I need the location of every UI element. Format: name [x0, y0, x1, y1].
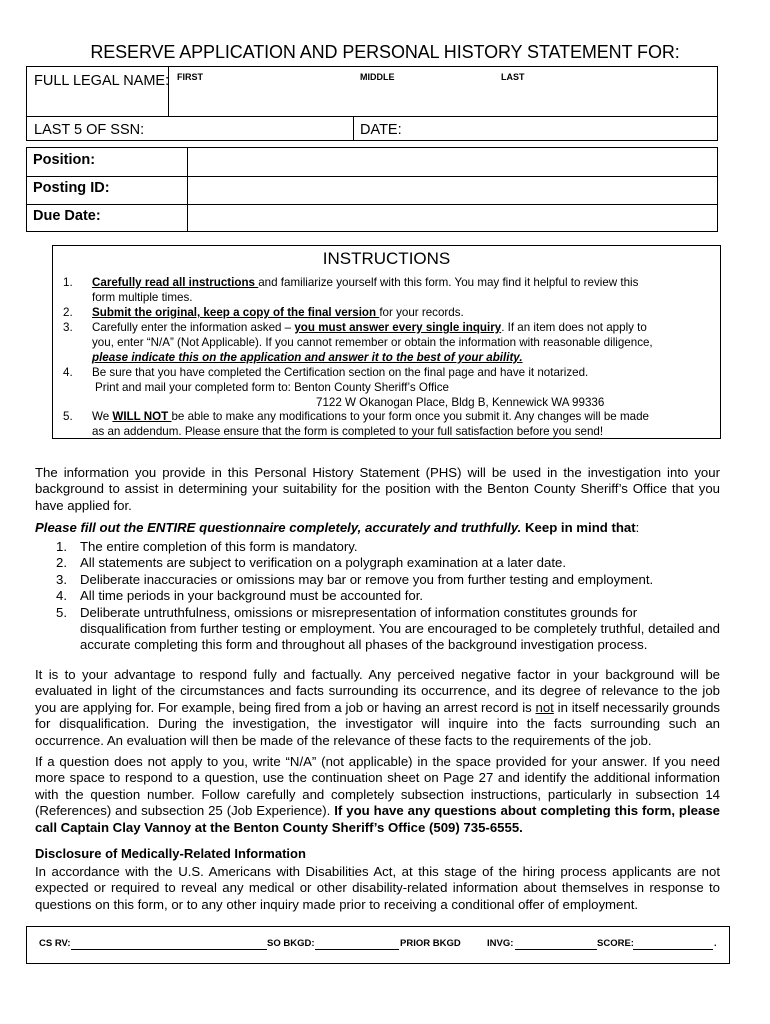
intro-paragraph: The information you provide in this Personal History Statement (PHS) will be used in the investigation into your background to assist in determining your suitability for the position with the Benton County Sheriff’s Office that you have applied for.: [35, 465, 720, 513]
ssn-label: LAST 5 OF SSN:: [34, 122, 145, 138]
position-block: [26, 147, 718, 232]
instruction-item-3: 3. Carefully enter the information asked – you must answer every single inquiry. If an item does not apply to you, enter “N/A” (Not Applicable). If you cannot remember or obtain the information with reasonable diligence, please indicate this on the application and answer it to the best of your ability.: [63, 321, 653, 364]
ssn-input[interactable]: [139, 119, 349, 139]
due-date-input[interactable]: [189, 205, 716, 230]
invg-field[interactable]: [515, 949, 597, 950]
date-input[interactable]: [405, 119, 713, 139]
ssn-divider-vertical: [353, 116, 354, 141]
position-input[interactable]: [189, 149, 716, 175]
cs-rv-label: CS RV:: [39, 938, 71, 949]
cs-rv-field[interactable]: [71, 949, 267, 950]
so-bkgd-field[interactable]: [315, 949, 399, 950]
instruction-item-2: 2. Submit the original, keep a copy of the final version for your records.: [63, 306, 464, 319]
posting-id-input[interactable]: [189, 177, 716, 203]
score-field[interactable]: [633, 949, 713, 950]
instruction-number: 5.: [63, 410, 73, 423]
list-item: 2. All statements are subject to verification on a polygraph examination at a later date.: [56, 555, 567, 571]
disclosure-paragraph: In accordance with the U.S. Americans with Disabilities Act, at this stage of the hiring process applicants are not expected or required to reveal any medical or other disability-related information about themselves in response to questions on this form, or to any other inquiry made prior to receiving a conditional offer of employment.: [35, 864, 720, 912]
score-label: SCORE:: [597, 938, 634, 949]
position-label: Position:: [33, 152, 96, 168]
office-use-box: [26, 926, 730, 964]
instruction-number: 1.: [63, 276, 73, 289]
advantage-paragraph: It is to your advantage to respond fully and factually. Any perceived negative factor in your background will be evaluated in light of the circumstances and facts surrounding its occurrence, and its degree of relevance to the job you are applying for. For example, being fired from a job or having an arrest record is not in itself necessarily grounds for disqualification. During the investigation, the investigator will inquire into the facts surrounding such an occurrence. An evaluation will then be made of the relevance of these facts to the requirements of the job.: [35, 667, 720, 748]
position-divider-vertical: [187, 148, 188, 231]
list-item: 3. Deliberate inaccuracies or omissions may bar or remove you from further testing and employment.: [56, 571, 654, 587]
list-item: 1. The entire completion of this form is mandatory.: [56, 539, 358, 554]
instruction-number: 3.: [63, 321, 73, 334]
instructions-heading: INSTRUCTIONS: [322, 249, 451, 268]
requirements-list: [56, 539, 720, 654]
na-paragraph: If a question does not apply to you, write “N/A” (not applicable) in the space provided for your answer. If you need more space to respond to a question, use the continuation sheet on Page 27 and identify the additional information with the question number. Follow carefully and completely subsection instructions, particularly in subsection 14 (References) and subsection 25 (Job Experience). If you have any questions about completing this form, please call Captain Clay Vannoy at the Benton County Sheriff’s Office (509) 735-6555.: [35, 754, 720, 835]
full-legal-name-input[interactable]: [173, 85, 713, 113]
invg-label: INVG:: [487, 938, 514, 949]
name-divider-horizontal: [27, 116, 717, 117]
instructions-box: [52, 245, 721, 439]
page-title: RESERVE APPLICATION AND PERSONAL HISTORY STATEMENT FOR:: [90, 42, 680, 62]
instruction-number: 2.: [63, 306, 73, 319]
first-name-label: FIRST: [177, 72, 203, 82]
instruction-item-1: 1. Carefully read all instructions and familiarize yourself with this form. You may find it helpful to review this form multiple times.: [63, 276, 639, 304]
due-date-label: Due Date:: [33, 208, 101, 224]
instruction-item-5: 5. We WILL NOT be able to make any modifications to your form once you submit it. Any changes will be made as an addendum. Please ensure that the form is completed to your full satisfaction before you send!: [63, 410, 649, 438]
instruction-number: 4.: [63, 366, 73, 379]
date-label: DATE:: [360, 122, 402, 138]
middle-name-label: MIDDLE: [360, 72, 395, 82]
fill-out-notice: Please fill out the ENTIRE questionnaire completely, accurately and truthfully. Keep in mind that:: [35, 520, 640, 535]
list-item: 4. All time periods in your background must be accounted for.: [56, 588, 424, 604]
name-ssn-box: [26, 66, 718, 141]
so-bkgd-label: SO BKGD:: [267, 938, 315, 949]
score-end-dot: .: [714, 938, 717, 949]
last-name-label: LAST: [501, 72, 525, 82]
posting-id-label: Posting ID:: [33, 180, 110, 196]
disclosure-heading: Disclosure of Medically-Related Information: [35, 846, 306, 861]
list-item: 5. Deliberate untruthfulness, omissions or misrepresentation of information constitutes grounds for disqualification from further testing or employment. You are encouraged to be completely truthful, detailed and accurate completing this form and throughout all phases of the background investigation process.: [56, 604, 720, 653]
instruction-item-4: 4. Be sure that you have completed the Certification section on the final page and have it notarized. Print and mail your completed form to: Benton County Sheriff’s Office 7122 W Okanogan Place, Bldg B, Kennewick WA 99336: [63, 366, 605, 409]
prior-bkgd-label: PRIOR BKGD: [400, 938, 461, 949]
full-legal-name-label: FULL LEGAL NAME:: [34, 73, 170, 89]
